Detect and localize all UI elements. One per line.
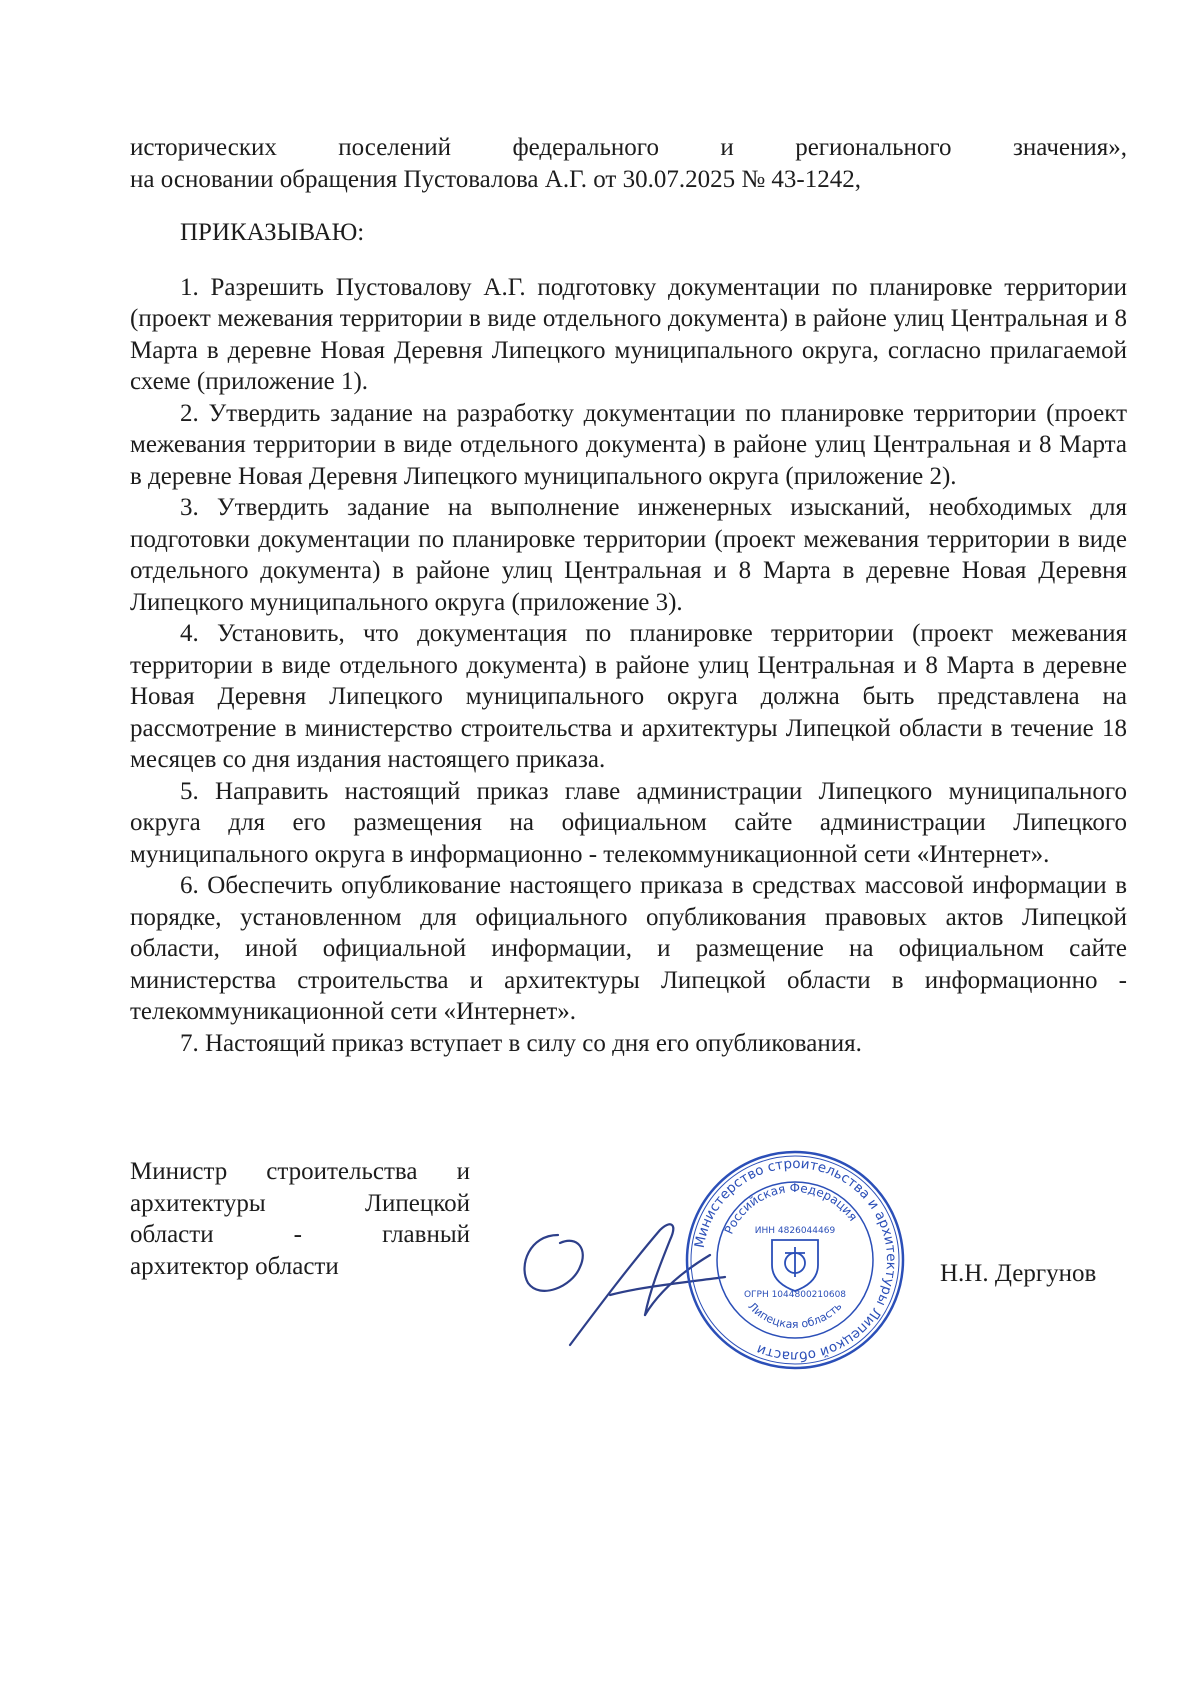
signer-position: [130, 1156, 470, 1282]
svg-text:Липецкая область: [746, 1300, 845, 1331]
intro-line-1: исторических поселений федерального и регионального значения»,: [130, 134, 1127, 161]
seal-inner-text: Российская Федерация: [721, 1180, 861, 1237]
seal-bottom-text: Липецкая область: [745, 1299, 845, 1332]
official-seal: [680, 1145, 910, 1375]
signer-position-line: Министр строительства и: [130, 1158, 470, 1185]
signer-name: Н.Н. Дергунов: [940, 1260, 1097, 1287]
order-item-6: 6. Обеспечить опубликование настоящего приказа в средствах массовой информации в порядке, установленном для официального опубликования правовых актов Липецкой области, иной официальной информации, и размещение на официальном сайте министерства строительства и архитектуры Липецкой области в информационно - телекоммуникационной сети «Интернет».: [130, 872, 1127, 1025]
seal-inn: ИНН 4826044469: [754, 1226, 836, 1236]
order-heading: ПРИКАЗЫВАЮ:: [180, 219, 365, 246]
signer-position-line: области - главный: [130, 1221, 470, 1248]
order-item-2: 2. Утвердить задание на разработку документации по планировке территории (проект межевания территории в виде отдельного документа) в районе улиц Центральная и 8 Марта в деревне Новая Деревня Липецкого муниципального округа (приложение 2).: [130, 399, 1127, 490]
order-item-3: 3. Утвердить задание на выполнение инженерных изысканий, необходимых для подготовки документации по планировке территории (проект межевания территории в виде отдельного документа) в районе улиц Центральная и 8 Марта в деревне Новая Деревня Липецкого муниципального округа (приложение 3).: [130, 494, 1127, 616]
signer-position-line: архитектор области: [130, 1252, 339, 1280]
signer-position-line: архитектуры Липецкой: [130, 1189, 470, 1217]
order-item-7: 7. Настоящий приказ вступает в силу со дня его опубликования.: [180, 1029, 862, 1057]
order-item-5: 5. Направить настоящий приказ главе администрации Липецкого муниципального округа для его размещения на официальном сайте администрации Липецкого муниципального округа в информационно - телекоммуникационной сети «Интернет».: [130, 777, 1127, 868]
seal-ogrn: ОГРН 1044800210608: [743, 1290, 847, 1300]
intro-paragraph: [130, 132, 1127, 195]
intro-line-2: на основании обращения Пустовалова А.Г. от 30.07.2025 № 43-1242,: [130, 165, 861, 193]
order-item-4: 4. Установить, что документация по планировке территории (проект межевания территории в виде отдельного документа) в районе улиц Центральная и 8 Марта в деревне Новая Деревня Липецкого муниципального округа должна быть представлена на рассмотрение в министерство строительства и архитектуры Липецкой области в течение 18 месяцев со дня издания настоящего приказа.: [130, 620, 1127, 773]
order-item-1: 1. Разрешить Пустовалову А.Г. подготовку документации по планировке территории (проект межевания территории в виде отдельного документа) в районе улиц Центральная и 8 Марта в деревне Новая Деревня Липецкого муниципального округа, согласно прилагаемой схеме (приложение 1).: [130, 273, 1127, 395]
seal-outer-text: Министерство строительства и архитектуры Липецкой области: [691, 1155, 900, 1365]
coat-of-arms-icon: [772, 1240, 818, 1291]
document-body: [130, 132, 1127, 1059]
